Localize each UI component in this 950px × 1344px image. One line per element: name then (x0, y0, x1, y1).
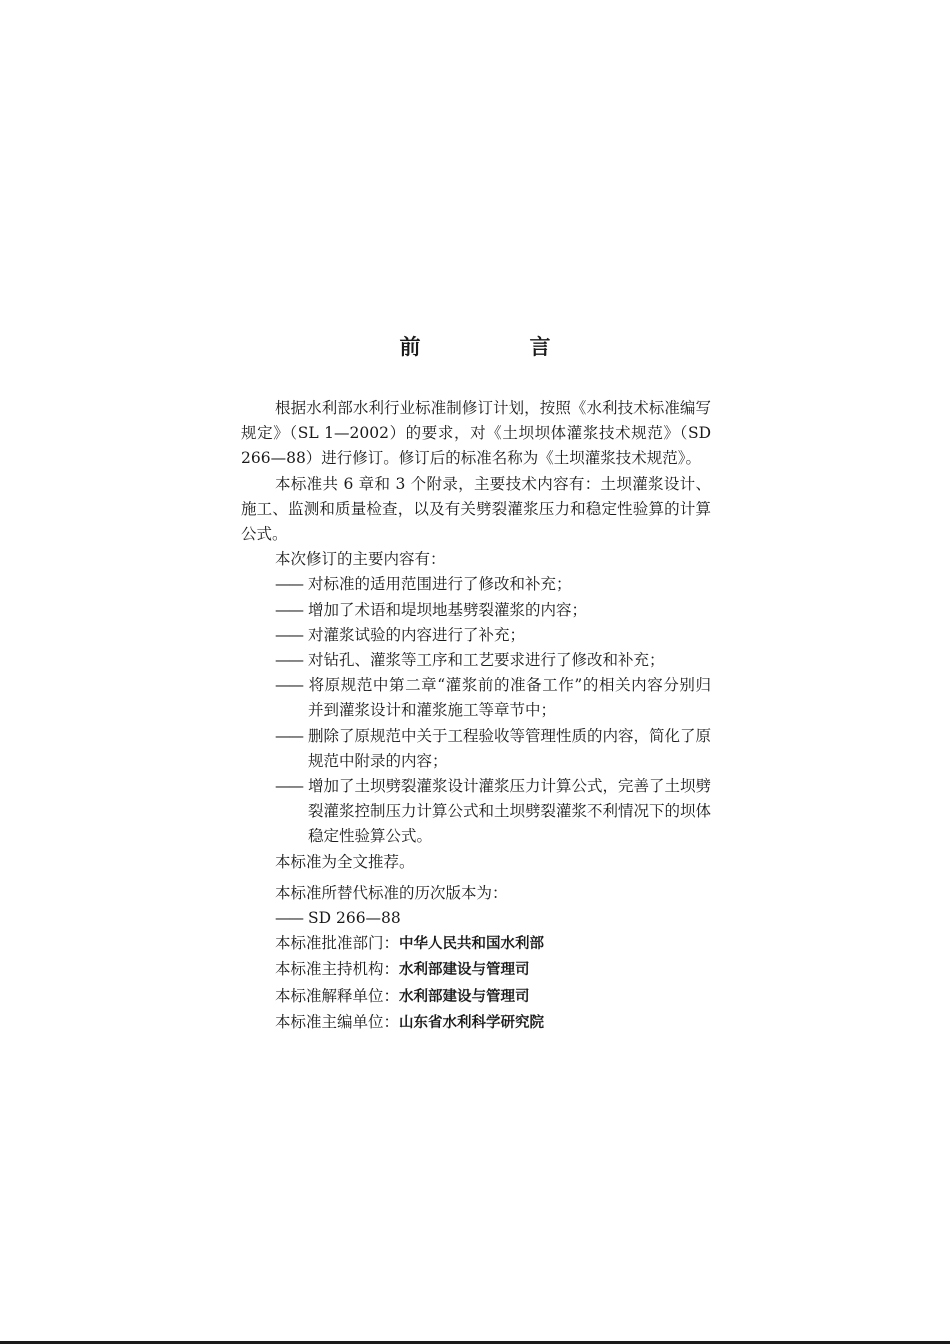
info-label: 本标准批准部门： (275, 934, 400, 953)
changes-list (241, 572, 711, 849)
list-item-text: 增加了土坝劈裂灌浆设计灌浆压力计算公式，完善了土坝劈裂灌浆控制压力计算公式和土坝劈裂灌浆不利情况下的坝体稳定性验算公式。 (308, 777, 712, 846)
list-item-text: 删除了原规范中关于工程验收等管理性质的内容，简化了原规范中附录的内容； (308, 726, 712, 770)
dash-marker: —— (275, 625, 302, 644)
info-value: 水利部建设与管理司 (399, 962, 530, 979)
history-item-text: SD 266—88 (308, 909, 401, 928)
dash-marker: —— (275, 777, 302, 796)
list-item (241, 774, 711, 850)
list-item (241, 673, 711, 723)
info-value: 中华人民共和国水利部 (399, 936, 545, 953)
info-value: 水利部建设与管理司 (399, 988, 530, 1005)
dash-marker: —— (275, 575, 302, 594)
dash-marker: —— (275, 726, 302, 745)
list-item (241, 724, 711, 774)
list-item-text: 对钻孔、灌浆等工序和工艺要求进行了修改和补充； (308, 651, 665, 670)
paragraph-content-summary: 本标准共 6 章和 3 个附录，主要技术内容有：土坝灌浆设计、施工、监测和质量检查，以及有关劈裂灌浆压力和稳定性验算的计算公式。 (241, 474, 711, 544)
info-chief-editor-unit (241, 1010, 711, 1036)
list-item (241, 648, 711, 673)
info-label: 本标准主持机构： (275, 960, 400, 979)
list-item-text: 将原规范中第二章“灌浆前的准备工作”的相关内容分别归并到灌浆设计和灌浆施工等章节中； (308, 676, 711, 720)
dash-marker: —— (275, 909, 302, 928)
dash-marker: —— (275, 676, 302, 695)
list-item (241, 598, 711, 623)
dash-marker: —— (275, 651, 302, 670)
history-item (241, 906, 711, 931)
history-intro: 本标准所替代标准的历次版本为： (275, 883, 508, 902)
info-host-organization (241, 957, 711, 983)
list-item-text: 对灌浆试验的内容进行了补充； (308, 625, 526, 644)
info-approval-department (241, 931, 711, 957)
paragraph-revision-basis: 根据水利部水利行业标准制修订计划，按照《水利技术标准编写规定》（SL 1—2002）的要求，对《土坝坝体灌浆技术规范》（SD 266—88）进行修订。修订后的标准名称为《土坝灌浆技术规范》。 (241, 399, 711, 468)
dash-marker: —— (275, 600, 302, 619)
list-item (241, 623, 711, 648)
info-value: 山东省水利科学研究院 (399, 1014, 545, 1031)
info-interpretation-unit (241, 984, 711, 1010)
info-label: 本标准主编单位： (275, 1012, 400, 1031)
page-title: 前 言 (399, 335, 595, 359)
list-item-text: 增加了术语和堤坝地基劈裂灌浆的内容； (308, 600, 588, 619)
list-item (241, 572, 711, 597)
changes-intro: 本次修订的主要内容有： (275, 550, 446, 569)
info-label: 本标准解释单位： (275, 986, 400, 1005)
foreword-body (241, 396, 711, 1036)
recommendation-note: 本标准为全文推荐。 (275, 852, 415, 871)
list-item-text: 对标准的适用范围进行了修改和补充； (308, 575, 572, 594)
